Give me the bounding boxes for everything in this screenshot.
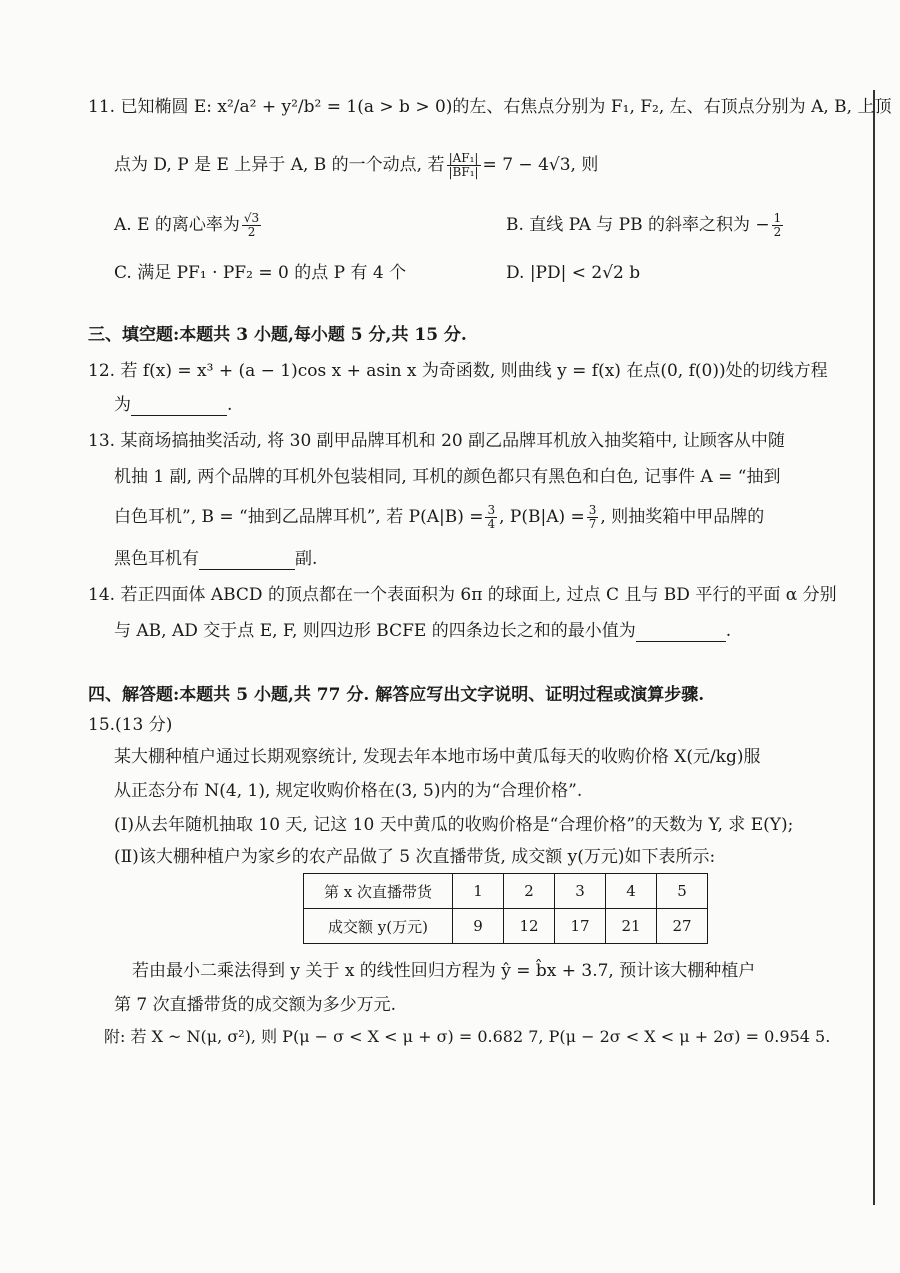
- section-3-heading: 三、填空题:本题共 3 小题,每小题 5 分,共 15 分.: [88, 325, 467, 345]
- table-cell: 17: [555, 909, 606, 944]
- q12-answer-blank[interactable]: [131, 415, 227, 416]
- q11-option-a-den: 2: [247, 225, 256, 239]
- q11-option-b-fraction: [772, 212, 784, 239]
- q14-line2-text: 与 AB, AD 交于点 E, F, 则四边形 BCFE 的四条边长之和的最小值为: [114, 621, 636, 641]
- q13-frac1-den: 4: [487, 517, 496, 531]
- q13-line4-end: 副.: [295, 549, 318, 569]
- table-cell: 4: [606, 874, 657, 909]
- q14-answer-blank[interactable]: [636, 641, 726, 642]
- q13-line3-mid: , P(B|A) =: [499, 507, 585, 527]
- table-cell: 3: [555, 874, 606, 909]
- livestream-sales-table: [303, 873, 708, 944]
- table-cell: 12: [504, 909, 555, 944]
- q11-option-a: [114, 212, 263, 239]
- table-header-y: 成交额 y(万元): [304, 909, 453, 944]
- margin-rule: [873, 90, 875, 1205]
- q12-line2-end: .: [227, 395, 233, 415]
- q13-line3-pre: 白色耳机”, B = “抽到乙品牌耳机”, 若 P(A|B) =: [114, 507, 484, 527]
- section-4-heading: 四、解答题:本题共 5 小题,共 77 分. 解答应写出文字说明、证明过程或演算步骤.: [88, 685, 705, 705]
- q11-stem-line2: [114, 152, 598, 179]
- q11-option-a-text: A. E 的离心率为: [114, 215, 240, 235]
- table-cell: 9: [453, 909, 504, 944]
- q12-line1: 12. 若 f(x) = x³ + (a − 1)cos x + asin x 为奇函数, 则曲线 y = f(x) 在点(0, f(0))处的切线方程: [88, 361, 828, 381]
- q11-option-d: D. |PD| < 2√2 b: [506, 263, 641, 283]
- table-cell: 5: [657, 874, 708, 909]
- table-cell: 1: [453, 874, 504, 909]
- q15-part1: (Ⅰ)从去年随机抽取 10 天, 记这 10 天中黄瓜的收购价格是“合理价格”的天数为 Y, 求 E(Y);: [114, 815, 794, 835]
- q11-stem-line2-post: = 7 − 4√3, 则: [482, 155, 599, 175]
- table-cell: 21: [606, 909, 657, 944]
- q15-part2: (Ⅱ)该大棚种植户为家乡的农产品做了 5 次直播带货, 成交额 y(万元)如下表所示:: [114, 847, 716, 867]
- q12-line2-text: 为: [114, 395, 131, 415]
- q15-after-table-line1: 若由最小二乘法得到 y 关于 x 的线性回归方程为 ŷ = b̂x + 3.7, 预计该大棚种植户: [132, 961, 756, 981]
- q15-appendix-note: 附: 若 X ~ N(μ, σ²), 则 P(μ − σ < X < μ + σ) = 0.682 7, P(μ − 2σ < X < μ + 2σ) = 0.954 5.: [104, 1027, 831, 1046]
- table-cell: 27: [657, 909, 708, 944]
- q13-fraction-2: [587, 504, 599, 531]
- q15-line1: 某大棚种植户通过长期观察统计, 发现去年本地市场中黄瓜每天的收购价格 X(元/kg)服: [114, 747, 761, 767]
- q11-option-b-num: 1: [773, 211, 782, 225]
- q11-option-b-den: 2: [773, 225, 782, 239]
- q11-option-a-num: √3: [243, 211, 260, 225]
- q13-line2: 机抽 1 副, 两个品牌的耳机外包装相同, 耳机的颜色都只有黑色和白色, 记事件 A = “抽到: [114, 467, 781, 487]
- q13-frac1-num: 3: [487, 503, 496, 517]
- q15-after-table-line2: 第 7 次直播带货的成交额为多少万元.: [114, 995, 397, 1015]
- q11-frac-den: |BF₁|: [448, 165, 479, 179]
- table-header-x: 第 x 次直播带货: [304, 874, 453, 909]
- q11-frac-num: |AF₁|: [447, 152, 481, 166]
- q13-line3-post: , 则抽奖箱中甲品牌的: [600, 507, 765, 527]
- q13-frac2-den: 7: [588, 517, 597, 531]
- q13-line1: 13. 某商场搞抽奖活动, 将 30 副甲品牌耳机和 20 副乙品牌耳机放入抽奖箱中, 让顾客从中随: [88, 431, 785, 451]
- q13-answer-blank[interactable]: [199, 569, 295, 570]
- q13-line4: [114, 548, 317, 570]
- table-cell: 2: [504, 874, 555, 909]
- q11-option-a-fraction: [242, 212, 261, 239]
- q14-line2-end: .: [725, 621, 732, 641]
- q11-stem-line1: 11. 已知椭圆 E: x²/a² + y²/b² = 1(a > b > 0)的左、右焦点分别为 F₁, F₂, 左、右顶点分别为 A, B, 上顶: [88, 97, 892, 117]
- q13-line4-text: 黑色耳机有: [114, 549, 199, 569]
- q14-line2: [114, 620, 731, 642]
- q13-frac2-num: 3: [588, 503, 597, 517]
- q15-line2: 从正态分布 N(4, 1), 规定收购价格在(3, 5)内的为“合理价格”.: [114, 781, 583, 801]
- q11-fraction: [447, 152, 481, 179]
- table-row: [304, 909, 708, 944]
- q15-heading: 15.(13 分): [88, 715, 173, 735]
- q11-option-b-text: B. 直线 PA 与 PB 的斜率之积为 −: [506, 215, 770, 235]
- q11-option-b: [506, 212, 785, 239]
- q11-stem-line2-pre: 点为 D, P 是 E 上异于 A, B 的一个动点, 若: [114, 155, 445, 175]
- table-row: [304, 874, 708, 909]
- q14-line1: 14. 若正四面体 ABCD 的顶点都在一个表面积为 6π 的球面上, 过点 C 且与 BD 平行的平面 α 分别: [88, 585, 837, 605]
- q12-line2: [114, 394, 232, 416]
- q11-option-c: C. 满足 PF₁ · PF₂ = 0 的点 P 有 4 个: [114, 263, 407, 283]
- q13-line3: [114, 504, 764, 531]
- q13-fraction-1: [485, 504, 497, 531]
